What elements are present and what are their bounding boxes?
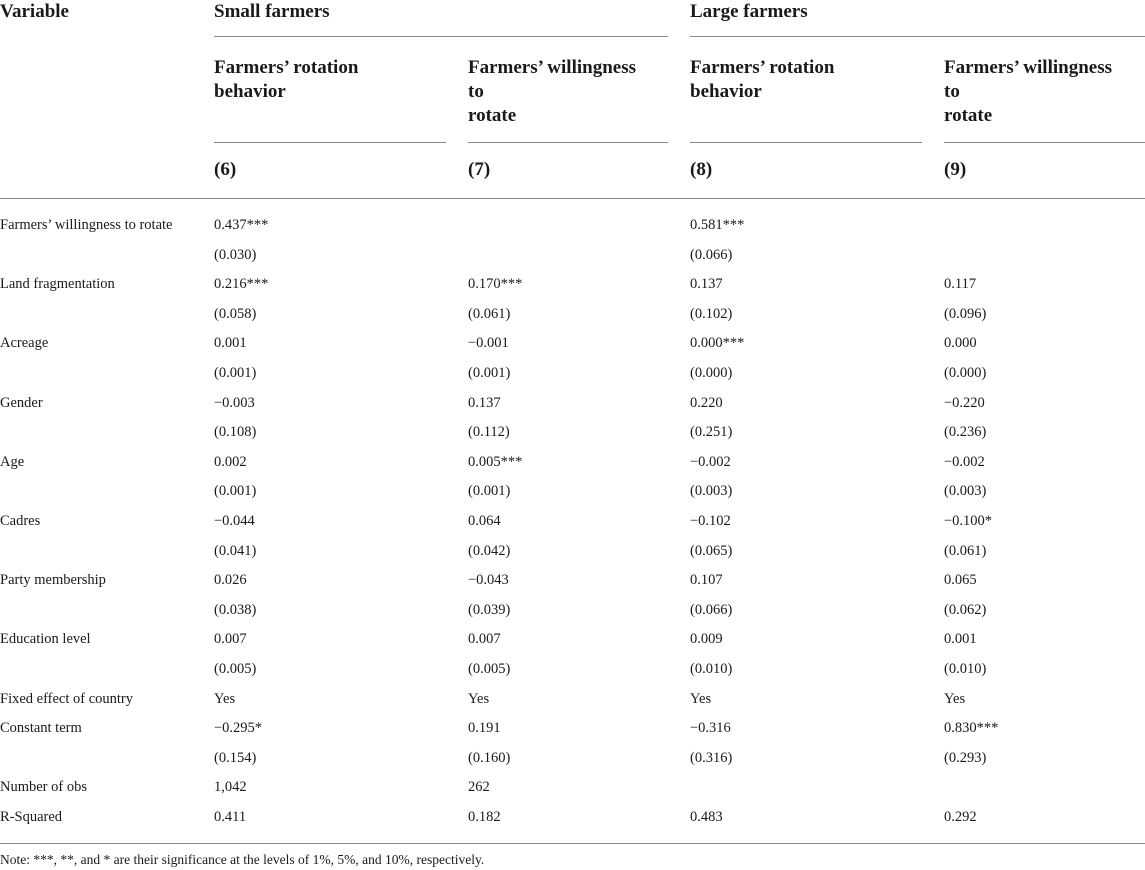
row-label: Acreage <box>0 335 49 352</box>
column-rule-7 <box>468 142 668 143</box>
coefficient-cell: −0.002 <box>690 453 731 470</box>
row-label: Party membership <box>0 572 106 589</box>
standard-error-cell: (0.010) <box>944 661 987 677</box>
standard-error-cell: (0.236) <box>944 424 987 441</box>
coefficient-cell: 0.007 <box>468 631 501 648</box>
coefficient-cell: 0.064 <box>468 513 501 529</box>
row-label: Fixed effect of country <box>0 690 134 707</box>
standard-error-cell: (0.042) <box>468 542 511 559</box>
coefficient-cell: 0.581*** <box>690 217 745 233</box>
coefficient-cell: −0.220 <box>944 394 985 411</box>
standard-error-cell: (0.154) <box>214 749 257 766</box>
coefficient-cell: 0.191 <box>468 720 501 737</box>
coefficient-cell: −0.043 <box>468 572 509 589</box>
coefficient-cell: −0.002 <box>944 453 985 470</box>
coefficient-cell: 0.437*** <box>214 217 269 233</box>
standard-error-cell: (0.041) <box>214 542 257 559</box>
coefficient-cell: 0.220 <box>690 394 723 411</box>
coefficient-cell: 0.007 <box>214 631 247 648</box>
coefficient-cell: 1,042 <box>214 779 247 796</box>
coefficient-cell: 0.000 <box>944 335 977 352</box>
coefficient-cell: Yes <box>690 690 712 707</box>
coefficient-cell: 0.483 <box>690 809 723 825</box>
coefficient-cell: −0.100* <box>944 513 993 529</box>
coefficient-cell: Yes <box>944 690 966 707</box>
standard-error-cell: (0.065) <box>690 542 733 559</box>
standard-error-cell: (0.061) <box>944 542 987 559</box>
row-label: Land fragmentation <box>0 276 115 293</box>
column-number-7: (7) <box>468 159 491 180</box>
header-bottom-rule <box>0 198 1145 199</box>
group-header-small-farmers: Small farmers <box>214 1 330 22</box>
group-rule-small <box>214 36 668 37</box>
standard-error-cell: (0.001) <box>468 483 511 500</box>
coefficient-cell: −0.044 <box>214 513 255 529</box>
coefficient-cell: 0.009 <box>690 631 723 648</box>
coefficient-cell: 0.216*** <box>214 276 269 293</box>
column-header-9: Farmers’ willingness to rotate <box>944 57 1112 126</box>
coefficient-cell: 0.000*** <box>690 335 745 352</box>
standard-error-cell: (0.160) <box>468 749 511 766</box>
standard-error-cell: (0.000) <box>690 365 733 381</box>
column-number-9: (9) <box>944 159 967 180</box>
coefficient-cell: 0.005*** <box>468 453 523 470</box>
coefficient-cell: −0.295* <box>214 720 263 737</box>
standard-error-cell: (0.038) <box>214 601 257 618</box>
standard-error-cell: (0.108) <box>214 424 257 441</box>
standard-error-cell: (0.030) <box>214 246 257 263</box>
coefficient-cell: 0.002 <box>214 453 247 470</box>
coefficient-cell: −0.001 <box>468 335 509 352</box>
coefficient-cell: 0.026 <box>214 572 247 589</box>
standard-error-cell: (0.001) <box>214 483 257 500</box>
coefficient-cell: 0.170*** <box>468 276 523 293</box>
row-label: Number of obs <box>0 779 87 796</box>
row-label: Farmers’ willingness to rotate <box>0 217 173 233</box>
standard-error-cell: (0.003) <box>944 483 987 500</box>
coefficient-cell: 0.137 <box>690 276 723 293</box>
standard-error-cell: (0.316) <box>690 749 733 766</box>
standard-error-cell: (0.293) <box>944 749 987 766</box>
row-label: Education level <box>0 631 91 648</box>
column-header-7: Farmers’ willingness to rotate <box>468 57 636 126</box>
standard-error-cell: (0.251) <box>690 424 733 441</box>
coefficient-cell: 0.830*** <box>944 720 999 737</box>
standard-error-cell: (0.062) <box>944 601 987 618</box>
column-rule-8 <box>690 142 922 143</box>
group-header-large-farmers: Large farmers <box>690 1 808 22</box>
standard-error-cell: (0.005) <box>468 661 511 677</box>
coefficient-cell: −0.102 <box>690 513 731 529</box>
coefficient-cell: Yes <box>468 690 490 707</box>
coefficient-cell: 0.065 <box>944 572 977 589</box>
coefficient-cell: 0.137 <box>468 394 501 411</box>
standard-error-cell: (0.000) <box>944 365 987 381</box>
coefficient-cell: 0.411 <box>214 809 247 825</box>
table-note: Note: ***, **, and * are their significance at the levels of 1%, 5%, and 10%, respectively. <box>0 852 485 867</box>
row-label: Cadres <box>0 513 41 529</box>
coefficient-cell: 0.001 <box>214 335 247 352</box>
group-rule-large <box>690 36 1145 37</box>
standard-error-cell: (0.066) <box>690 601 733 618</box>
coefficient-cell: 0.292 <box>944 809 977 825</box>
table-bottom-rule <box>0 843 1145 844</box>
column-header-6: Farmers’ rotation behavior <box>214 57 359 102</box>
coefficient-cell: 0.107 <box>690 572 723 589</box>
standard-error-cell: (0.058) <box>214 305 257 322</box>
coefficient-cell: −0.003 <box>214 394 255 411</box>
coefficient-cell: Yes <box>214 690 236 707</box>
coefficient-cell: 0.182 <box>468 809 501 825</box>
coefficient-cell: 0.001 <box>944 631 977 648</box>
column-number-8: (8) <box>690 159 713 180</box>
row-label: Gender <box>0 394 43 411</box>
row-label: R-Squared <box>0 809 63 825</box>
column-number-6: (6) <box>214 159 237 180</box>
standard-error-cell: (0.003) <box>690 483 733 500</box>
row-label: Constant term <box>0 720 82 737</box>
standard-error-cell: (0.010) <box>690 661 733 677</box>
standard-error-cell: (0.061) <box>468 305 511 322</box>
column-rule-9 <box>944 142 1145 143</box>
coefficient-cell: 262 <box>468 779 490 796</box>
column-header-8: Farmers’ rotation behavior <box>690 57 835 102</box>
column-rule-6 <box>214 142 446 143</box>
standard-error-cell: (0.066) <box>690 246 733 263</box>
coefficient-cell: −0.316 <box>690 720 731 737</box>
row-label: Age <box>0 453 25 470</box>
standard-error-cell: (0.102) <box>690 305 733 322</box>
variable-header: Variable <box>0 1 69 22</box>
coefficient-cell: 0.117 <box>944 276 977 293</box>
standard-error-cell: (0.001) <box>214 365 257 381</box>
standard-error-cell: (0.001) <box>468 365 511 381</box>
standard-error-cell: (0.096) <box>944 305 987 322</box>
standard-error-cell: (0.039) <box>468 601 511 618</box>
standard-error-cell: (0.112) <box>468 424 510 441</box>
standard-error-cell: (0.005) <box>214 661 257 677</box>
